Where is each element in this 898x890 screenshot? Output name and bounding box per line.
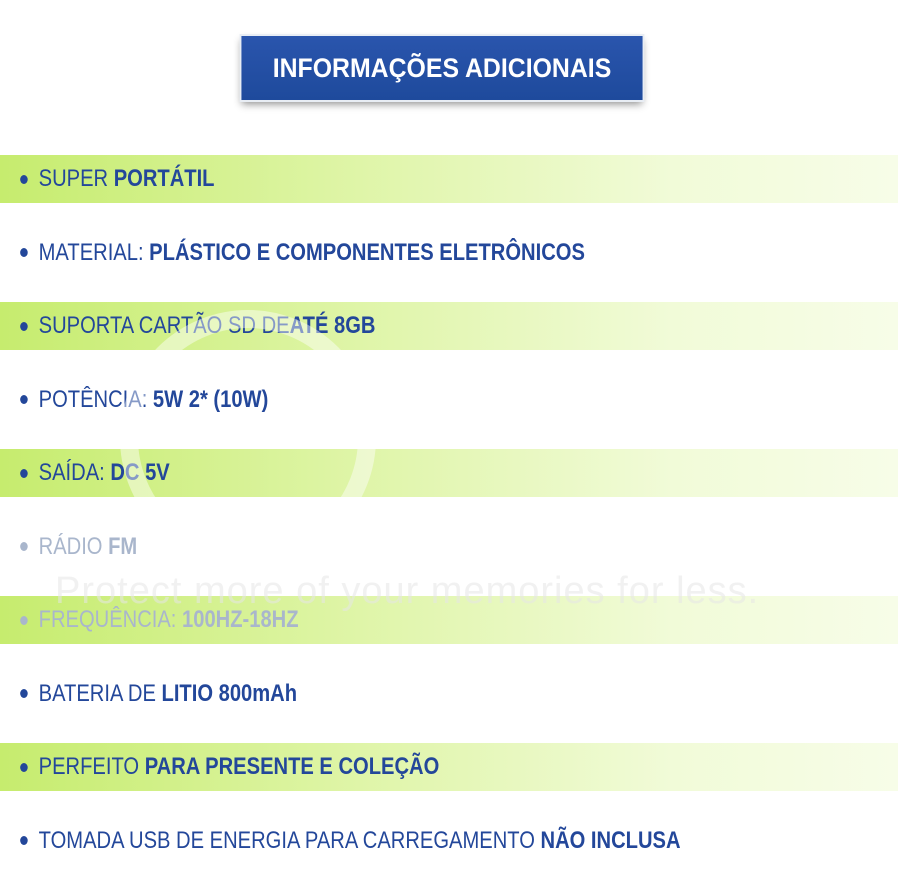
- item-text: POTÊNCIA:: [38, 385, 148, 413]
- item-text: PERFEITO: [38, 753, 140, 780]
- bullet-icon: [20, 542, 28, 551]
- item-text: SUPER: [38, 165, 109, 192]
- list-item: [0, 155, 898, 203]
- bullet-icon: [20, 395, 28, 404]
- item-text: RÁDIO: [38, 532, 103, 560]
- bullet-icon: [20, 322, 28, 331]
- list-item: [0, 229, 898, 277]
- item-text: TOMADA USB DE ENERGIA PARA CARREGAMENTO: [38, 826, 535, 854]
- bullet-icon: [20, 175, 28, 184]
- item-highlight: LITIO 800mAh: [161, 679, 298, 707]
- list-item: [0, 376, 898, 424]
- list-item: [0, 302, 898, 350]
- section-title: INFORMAÇÕES ADICIONAIS: [272, 52, 612, 83]
- item-highlight: FM: [108, 532, 138, 560]
- bullet-icon: [20, 616, 28, 625]
- item-text: SUPORTA CARTÃO SD DE: [38, 312, 290, 339]
- item-highlight: PORTÁTIL: [113, 165, 215, 192]
- bullet-icon: [20, 248, 28, 257]
- list-item: [0, 523, 898, 571]
- section-title-banner: [241, 36, 642, 100]
- bullet-icon: [20, 469, 28, 478]
- feature-list: [0, 155, 898, 890]
- item-highlight: 5W 2* (10W): [152, 385, 269, 413]
- item-highlight: DC 5V: [110, 459, 170, 486]
- item-text: FREQUÊNCIA:: [38, 606, 177, 633]
- item-text: MATERIAL:: [38, 238, 144, 266]
- list-item: [0, 596, 898, 644]
- list-item: [0, 670, 898, 718]
- item-highlight: NÃO INCLUSA: [540, 826, 681, 854]
- bullet-icon: [20, 689, 28, 698]
- list-item: [0, 449, 898, 497]
- item-text: SAÍDA:: [38, 459, 105, 486]
- item-highlight: ATÉ 8GB: [289, 312, 376, 339]
- bullet-icon: [20, 836, 28, 845]
- list-item: [0, 743, 898, 791]
- list-item: [0, 817, 898, 865]
- watermark-text: Protect more of your memories for less.: [55, 570, 760, 612]
- bullet-icon: [20, 763, 28, 772]
- item-highlight: PARA PRESENTE E COLEÇÃO: [144, 753, 440, 780]
- item-highlight: 100HZ-18HZ: [182, 606, 299, 633]
- item-highlight: PLÁSTICO E COMPONENTES ELETRÔNICOS: [149, 238, 585, 266]
- item-text: BATERIA DE: [38, 679, 156, 707]
